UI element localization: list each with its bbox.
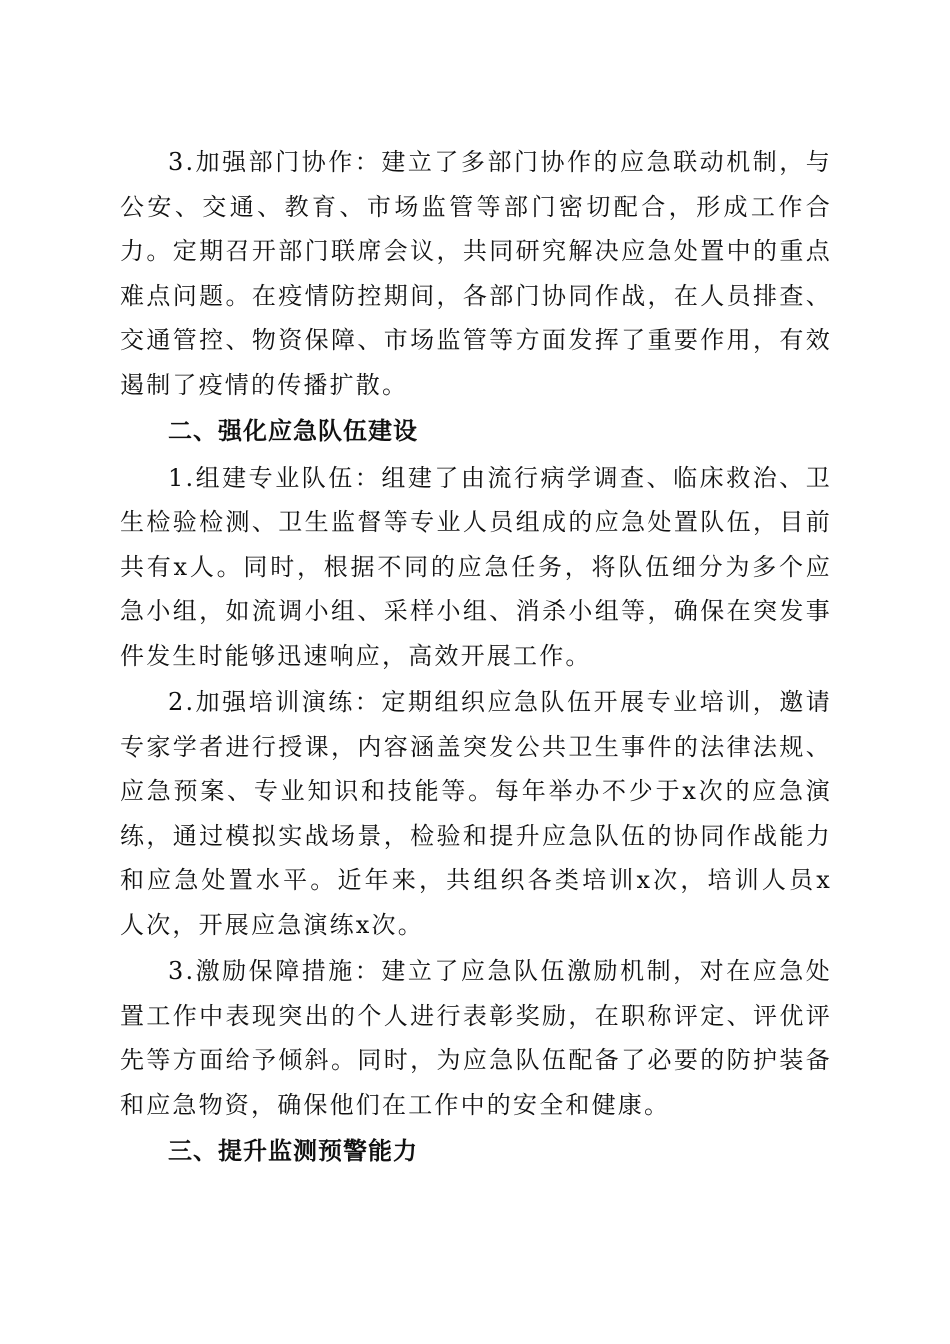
paragraph-department-collaboration: 3.加强部门协作：建立了多部门协作的应急联动机制，与公安、交通、教育、市场监管等部门密切配合，形成工作合力。定期召开部门联席会议，共同研究解决应急处置中的重点难点问题。在疫情防控期间，各部门协同作战，在人员排查、交通管控、物资保障、市场监管等方面发挥了重要作用，有效遏制了疫情的传播扩散。 bbox=[120, 148, 832, 399]
paragraph-incentive-measures: 3.激励保障措施：建立了应急队伍激励机制，对在应急处置工作中表现突出的个人进行表彰奖励，在职称评定、评优评先等方面给予倾斜。同时，为应急队伍配备了必要的防护装备和应急物资，确保他们在工作中的安全和健康。 bbox=[120, 957, 832, 1119]
section-heading-monitoring-warning: 三、提升监测预警能力 bbox=[168, 1137, 418, 1165]
section-heading-team-building: 二、强化应急队伍建设 bbox=[168, 417, 418, 445]
paragraph-professional-team: 1.组建专业队伍：组建了由流行病学调查、临床救治、卫生检验检测、卫生监督等专业人员组成的应急处置队伍，目前共有x人。同时，根据不同的应急任务，将队伍细分为多个应急小组，如流调小组、采样小组、消杀小组等，确保在突发事件发生时能够迅速响应，高效开展工作。 bbox=[120, 463, 832, 670]
paragraph-training-drills: 2.加强培训演练：定期组织应急队伍开展专业培训，邀请专家学者进行授课，内容涵盖突发公共卫生事件的法律法规、应急预案、专业知识和技能等。每年举办不少于x次的应急演练，通过模拟实战场景，检验和提升应急队伍的协同作战能力和应急处置水平。近年来，共组织各类培训x次，培训人员x人次，开展应急演练x次。 bbox=[120, 688, 832, 939]
document-body bbox=[120, 140, 832, 1174]
